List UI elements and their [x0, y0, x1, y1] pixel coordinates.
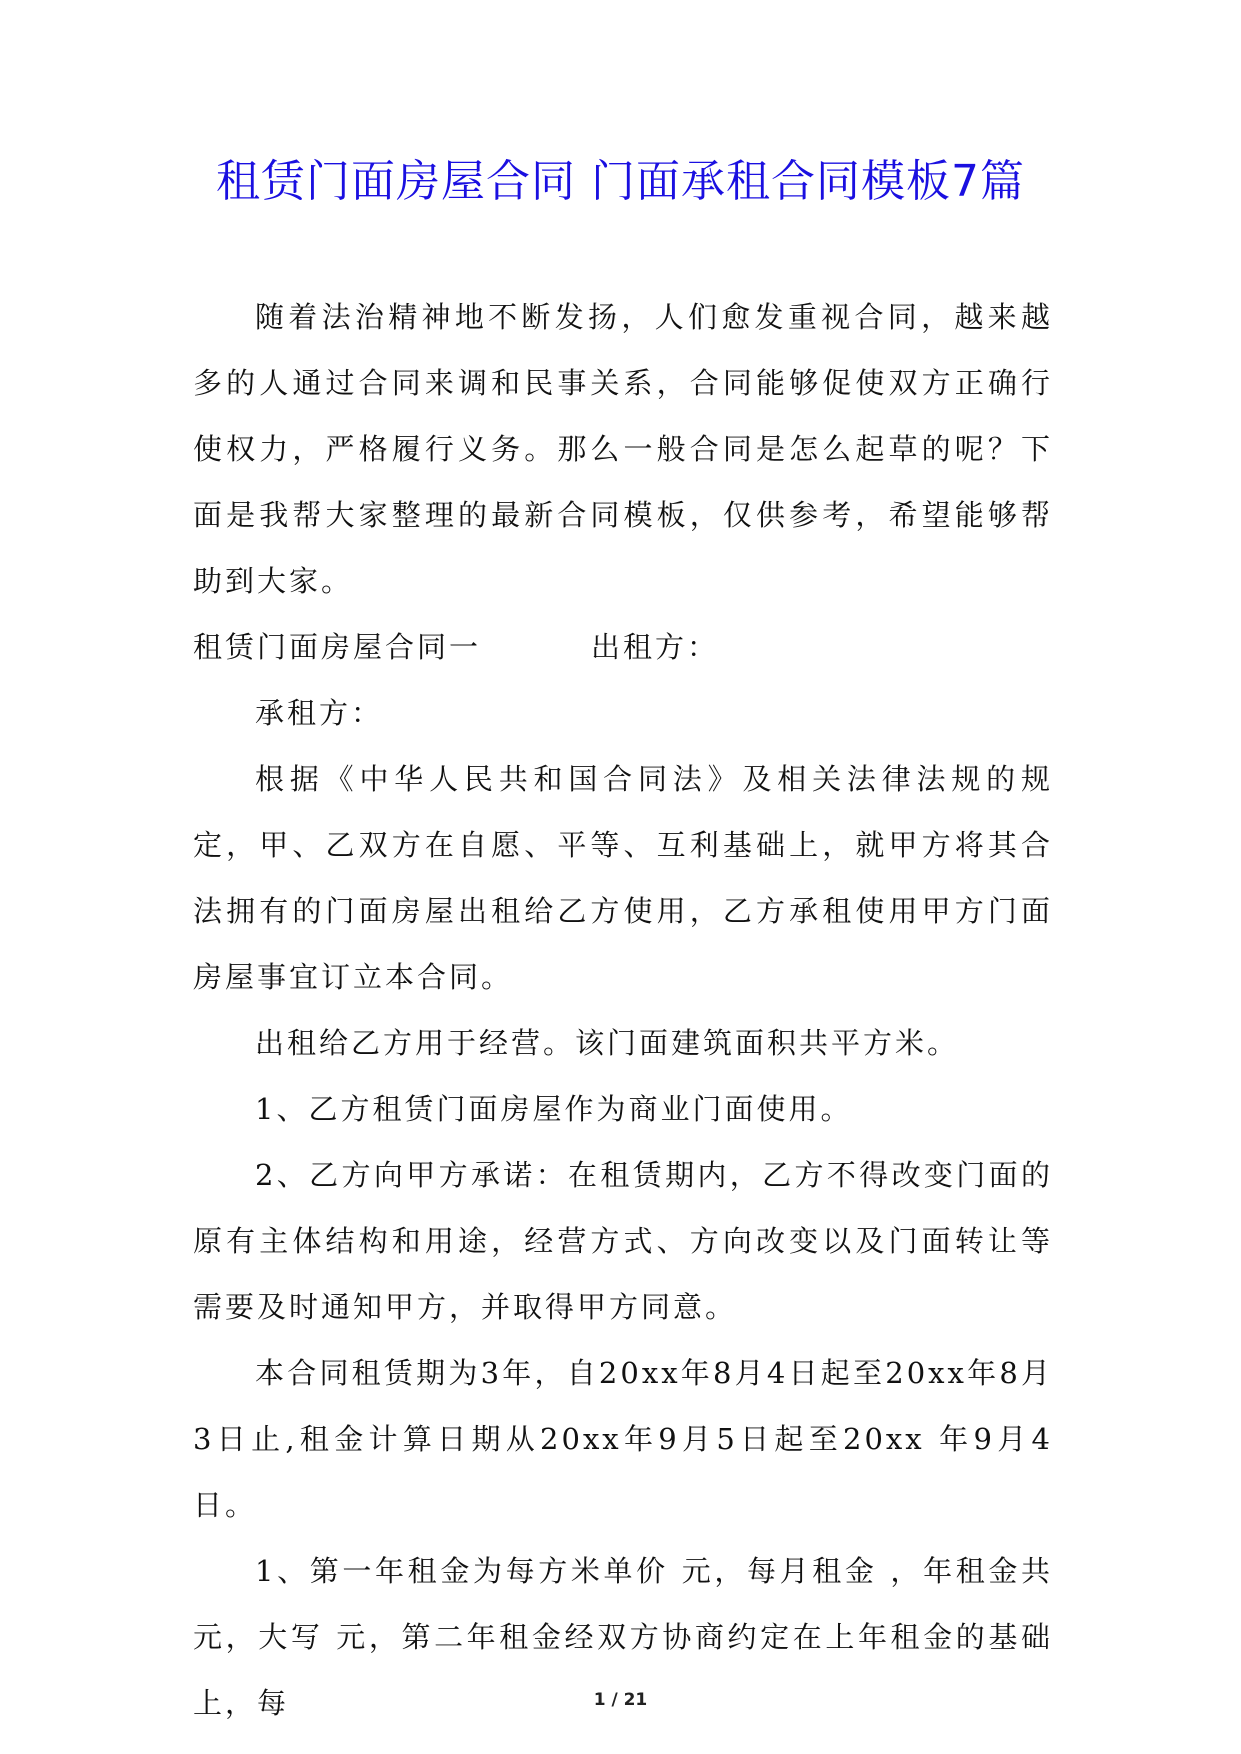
paragraph-term: 本合同租赁期为3年，自20xx年8月4日起至20xx年8月3日止,租金计算日期从20xx年9月5日起至20xx 年9月4日。 [193, 1356, 1053, 1522]
paragraph-clause-use-1: 1、乙方租赁门面房屋作为商业门面使用。 [255, 1092, 853, 1126]
paragraph-rent-1: 1、第一年租金为每方米单价 元，每月租金 ，年租金共 元，大写 元，第二年租金经双方协商约定在上年租金的基础上，每 [193, 1554, 1053, 1720]
paragraph-clause-use-2: 2、乙方向甲方承诺：在租赁期内，乙方不得改变门面的原有主体结构和用途，经营方式、方向改变以及门面转让等需要及时通知甲方，并取得甲方同意。 [193, 1158, 1053, 1324]
paragraph-area: 出租给乙方用于经营。该门面建筑面积共平方米。 [255, 1026, 960, 1060]
lessor-label: 出租方： [591, 630, 720, 664]
paragraph-intro: 随着法治精神地不断发扬，人们愈发重视合同，越来越多的人通过合同来调和民事关系，合同能够促使双方正确行使权力，严格履行义务。那么一般合同是怎么起草的呢？下面是我帮大家整理的最新合同模板，仅供参考，希望能够帮助到大家。 [193, 300, 1053, 598]
page-number: 1 / 21 [593, 1690, 648, 1710]
paragraph-basis: 根据《中华人民共和国合同法》及相关法律法规的规定，甲、乙双方在自愿、平等、互利基础上，就甲方将其合法拥有的门面房屋出租给乙方使用，乙方承租使用甲方门面房屋事宜订立本合同。 [193, 762, 1053, 994]
document-body [193, 284, 1053, 1736]
paragraph-lessee: 承租方： [255, 696, 384, 730]
document-title: 租赁门面房屋合同 门面承租合同模板7篇 [216, 156, 1025, 207]
paragraph-contract-heading [193, 614, 1053, 680]
contract-heading: 租赁门面房屋合同一 [193, 630, 482, 664]
